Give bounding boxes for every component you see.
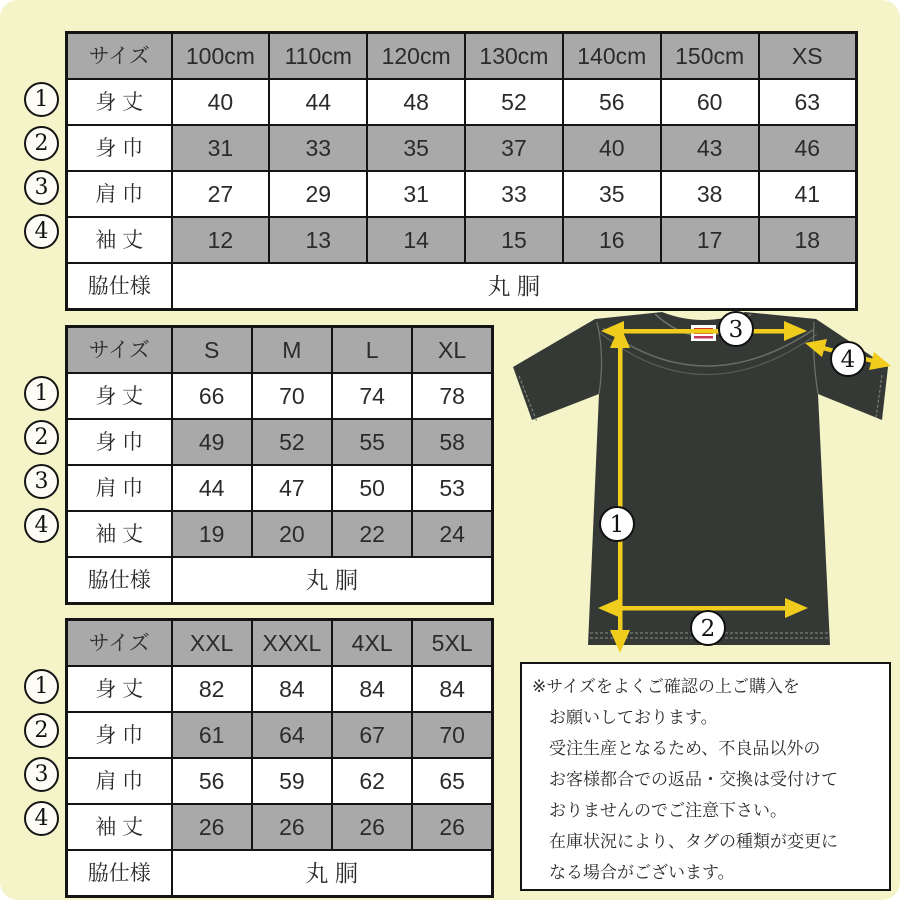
table-header-row xyxy=(67,327,493,374)
table-row xyxy=(67,465,493,511)
row-marker-4: 4 xyxy=(24,508,59,543)
row-marker-3: 3 xyxy=(24,170,59,205)
cell: 29 xyxy=(269,171,367,217)
tshirt-diagram-svg xyxy=(505,298,895,660)
header-cell: サイズ xyxy=(67,620,172,667)
row-label: 肩 巾 xyxy=(67,465,172,511)
row-marker-4: 4 xyxy=(24,801,59,836)
header-cell: XXL xyxy=(172,620,252,667)
cell: 56 xyxy=(172,758,252,804)
row-label: 袖 丈 xyxy=(67,511,172,557)
table-row xyxy=(67,666,493,712)
header-cell: S xyxy=(172,327,252,374)
row-label: 身 丈 xyxy=(67,666,172,712)
cell: 17 xyxy=(661,217,759,263)
row-label: 脇仕様 xyxy=(67,850,172,897)
row-label: 脇仕様 xyxy=(67,557,172,604)
cell: 35 xyxy=(563,171,661,217)
cell: 61 xyxy=(172,712,252,758)
table-row xyxy=(67,171,857,217)
cell: 70 xyxy=(412,712,492,758)
header-cell: サイズ xyxy=(67,33,172,80)
cell: 31 xyxy=(367,171,465,217)
header-cell: XS xyxy=(759,33,857,80)
header-cell: 130cm xyxy=(465,33,563,80)
row-label: 身 丈 xyxy=(67,79,172,125)
header-cell: 100cm xyxy=(172,33,270,80)
row-label: 袖 丈 xyxy=(67,804,172,850)
cell: 26 xyxy=(252,804,332,850)
cell: 15 xyxy=(465,217,563,263)
row-label: 身 巾 xyxy=(67,712,172,758)
cell: 49 xyxy=(172,419,252,465)
cell: 78 xyxy=(412,373,492,419)
row-marker-4: 4 xyxy=(24,214,59,249)
header-cell: サイズ xyxy=(67,327,172,374)
size-table-large xyxy=(65,618,494,898)
cell: 22 xyxy=(332,511,412,557)
svg-text:1: 1 xyxy=(609,512,625,538)
row-marker-2: 2 xyxy=(24,126,59,161)
cell: 44 xyxy=(172,465,252,511)
cell: 58 xyxy=(412,419,492,465)
cell: 48 xyxy=(367,79,465,125)
diagram-label-3 xyxy=(719,312,753,346)
cell: 41 xyxy=(759,171,857,217)
row-label: 肩 巾 xyxy=(67,758,172,804)
cell: 38 xyxy=(661,171,759,217)
svg-text:3: 3 xyxy=(728,317,744,343)
cell: 47 xyxy=(252,465,332,511)
cell: 24 xyxy=(412,511,492,557)
cell: 31 xyxy=(172,125,270,171)
cell: 59 xyxy=(252,758,332,804)
cell: 33 xyxy=(269,125,367,171)
cell: 82 xyxy=(172,666,252,712)
table-footer-row xyxy=(67,850,493,897)
row-marker-1: 1 xyxy=(24,669,59,704)
note-line: ※サイズをよくご確認の上ご購入を xyxy=(532,677,800,696)
row-marker-1: 1 xyxy=(24,82,59,117)
cell: 26 xyxy=(172,804,252,850)
cell: 26 xyxy=(412,804,492,850)
note-line: 受注生産となるため、不良品以外の xyxy=(549,739,821,758)
table-header-row xyxy=(67,33,857,80)
row-label: 身 巾 xyxy=(67,419,172,465)
cell: 56 xyxy=(563,79,661,125)
row-label: 身 巾 xyxy=(67,125,172,171)
diagram-label-4 xyxy=(831,342,865,376)
note-line: お願いしております。 xyxy=(549,708,718,727)
row-label: 身 丈 xyxy=(67,373,172,419)
diagram-label-2 xyxy=(691,611,725,645)
cell: 63 xyxy=(759,79,857,125)
cell: 84 xyxy=(252,666,332,712)
cell: 50 xyxy=(332,465,412,511)
footer-value: 丸 胴 xyxy=(172,850,493,897)
header-cell: XXXL xyxy=(252,620,332,667)
table-row xyxy=(67,125,857,171)
note-line: おりませんのでご注意下さい。 xyxy=(549,801,787,820)
header-cell: 140cm xyxy=(563,33,661,80)
svg-text:4: 4 xyxy=(840,347,856,373)
header-cell: 120cm xyxy=(367,33,465,80)
cell: 18 xyxy=(759,217,857,263)
cell: 60 xyxy=(661,79,759,125)
tshirt-measurement-diagram xyxy=(505,298,895,660)
cell: 55 xyxy=(332,419,412,465)
table-footer-row xyxy=(67,557,493,604)
table-row xyxy=(67,373,493,419)
cell: 46 xyxy=(759,125,857,171)
cell: 12 xyxy=(172,217,270,263)
size-table-adult xyxy=(65,325,494,605)
header-cell: L xyxy=(332,327,412,374)
note-line: 在庫状況により、タグの種類が変更に xyxy=(549,832,838,851)
size-table-kids xyxy=(65,31,858,311)
note-line: お客様都合での返品・交換は受付けて xyxy=(549,770,838,789)
note-line: なる場合がございます。 xyxy=(549,863,735,882)
cell: 62 xyxy=(332,758,412,804)
table-row xyxy=(67,419,493,465)
purchase-note-box xyxy=(520,662,891,891)
cell: 43 xyxy=(661,125,759,171)
header-cell: 110cm xyxy=(269,33,367,80)
cell: 44 xyxy=(269,79,367,125)
cell: 40 xyxy=(563,125,661,171)
cell: 67 xyxy=(332,712,412,758)
table-row xyxy=(67,712,493,758)
cell: 52 xyxy=(252,419,332,465)
cell: 13 xyxy=(269,217,367,263)
table-header-row xyxy=(67,620,493,667)
cell: 27 xyxy=(172,171,270,217)
collar-tag-line xyxy=(694,336,713,339)
cell: 20 xyxy=(252,511,332,557)
table-row xyxy=(67,217,857,263)
header-cell: M xyxy=(252,327,332,374)
cell: 37 xyxy=(465,125,563,171)
table-row xyxy=(67,511,493,557)
row-marker-2: 2 xyxy=(24,420,59,455)
header-cell: XL xyxy=(412,327,492,374)
footer-value: 丸 胴 xyxy=(172,263,857,310)
cell: 16 xyxy=(563,217,661,263)
row-label: 肩 巾 xyxy=(67,171,172,217)
cell: 53 xyxy=(412,465,492,511)
table-row xyxy=(67,804,493,850)
footer-value: 丸 胴 xyxy=(172,557,493,604)
cell: 65 xyxy=(412,758,492,804)
diagram-label-1 xyxy=(600,507,634,541)
header-cell: 150cm xyxy=(661,33,759,80)
cell: 70 xyxy=(252,373,332,419)
cell: 66 xyxy=(172,373,252,419)
row-marker-3: 3 xyxy=(24,464,59,499)
row-marker-1: 1 xyxy=(24,376,59,411)
cell: 84 xyxy=(412,666,492,712)
svg-text:2: 2 xyxy=(700,616,716,642)
cell: 64 xyxy=(252,712,332,758)
row-label: 袖 丈 xyxy=(67,217,172,263)
table-row xyxy=(67,79,857,125)
cell: 52 xyxy=(465,79,563,125)
row-label: 脇仕様 xyxy=(67,263,172,310)
header-cell: 5XL xyxy=(412,620,492,667)
cell: 40 xyxy=(172,79,270,125)
cell: 14 xyxy=(367,217,465,263)
cell: 35 xyxy=(367,125,465,171)
header-cell: 4XL xyxy=(332,620,412,667)
cell: 26 xyxy=(332,804,412,850)
cell: 19 xyxy=(172,511,252,557)
row-marker-3: 3 xyxy=(24,757,59,792)
cell: 84 xyxy=(332,666,412,712)
cell: 33 xyxy=(465,171,563,217)
row-marker-2: 2 xyxy=(24,713,59,748)
table-row xyxy=(67,758,493,804)
cell: 74 xyxy=(332,373,412,419)
